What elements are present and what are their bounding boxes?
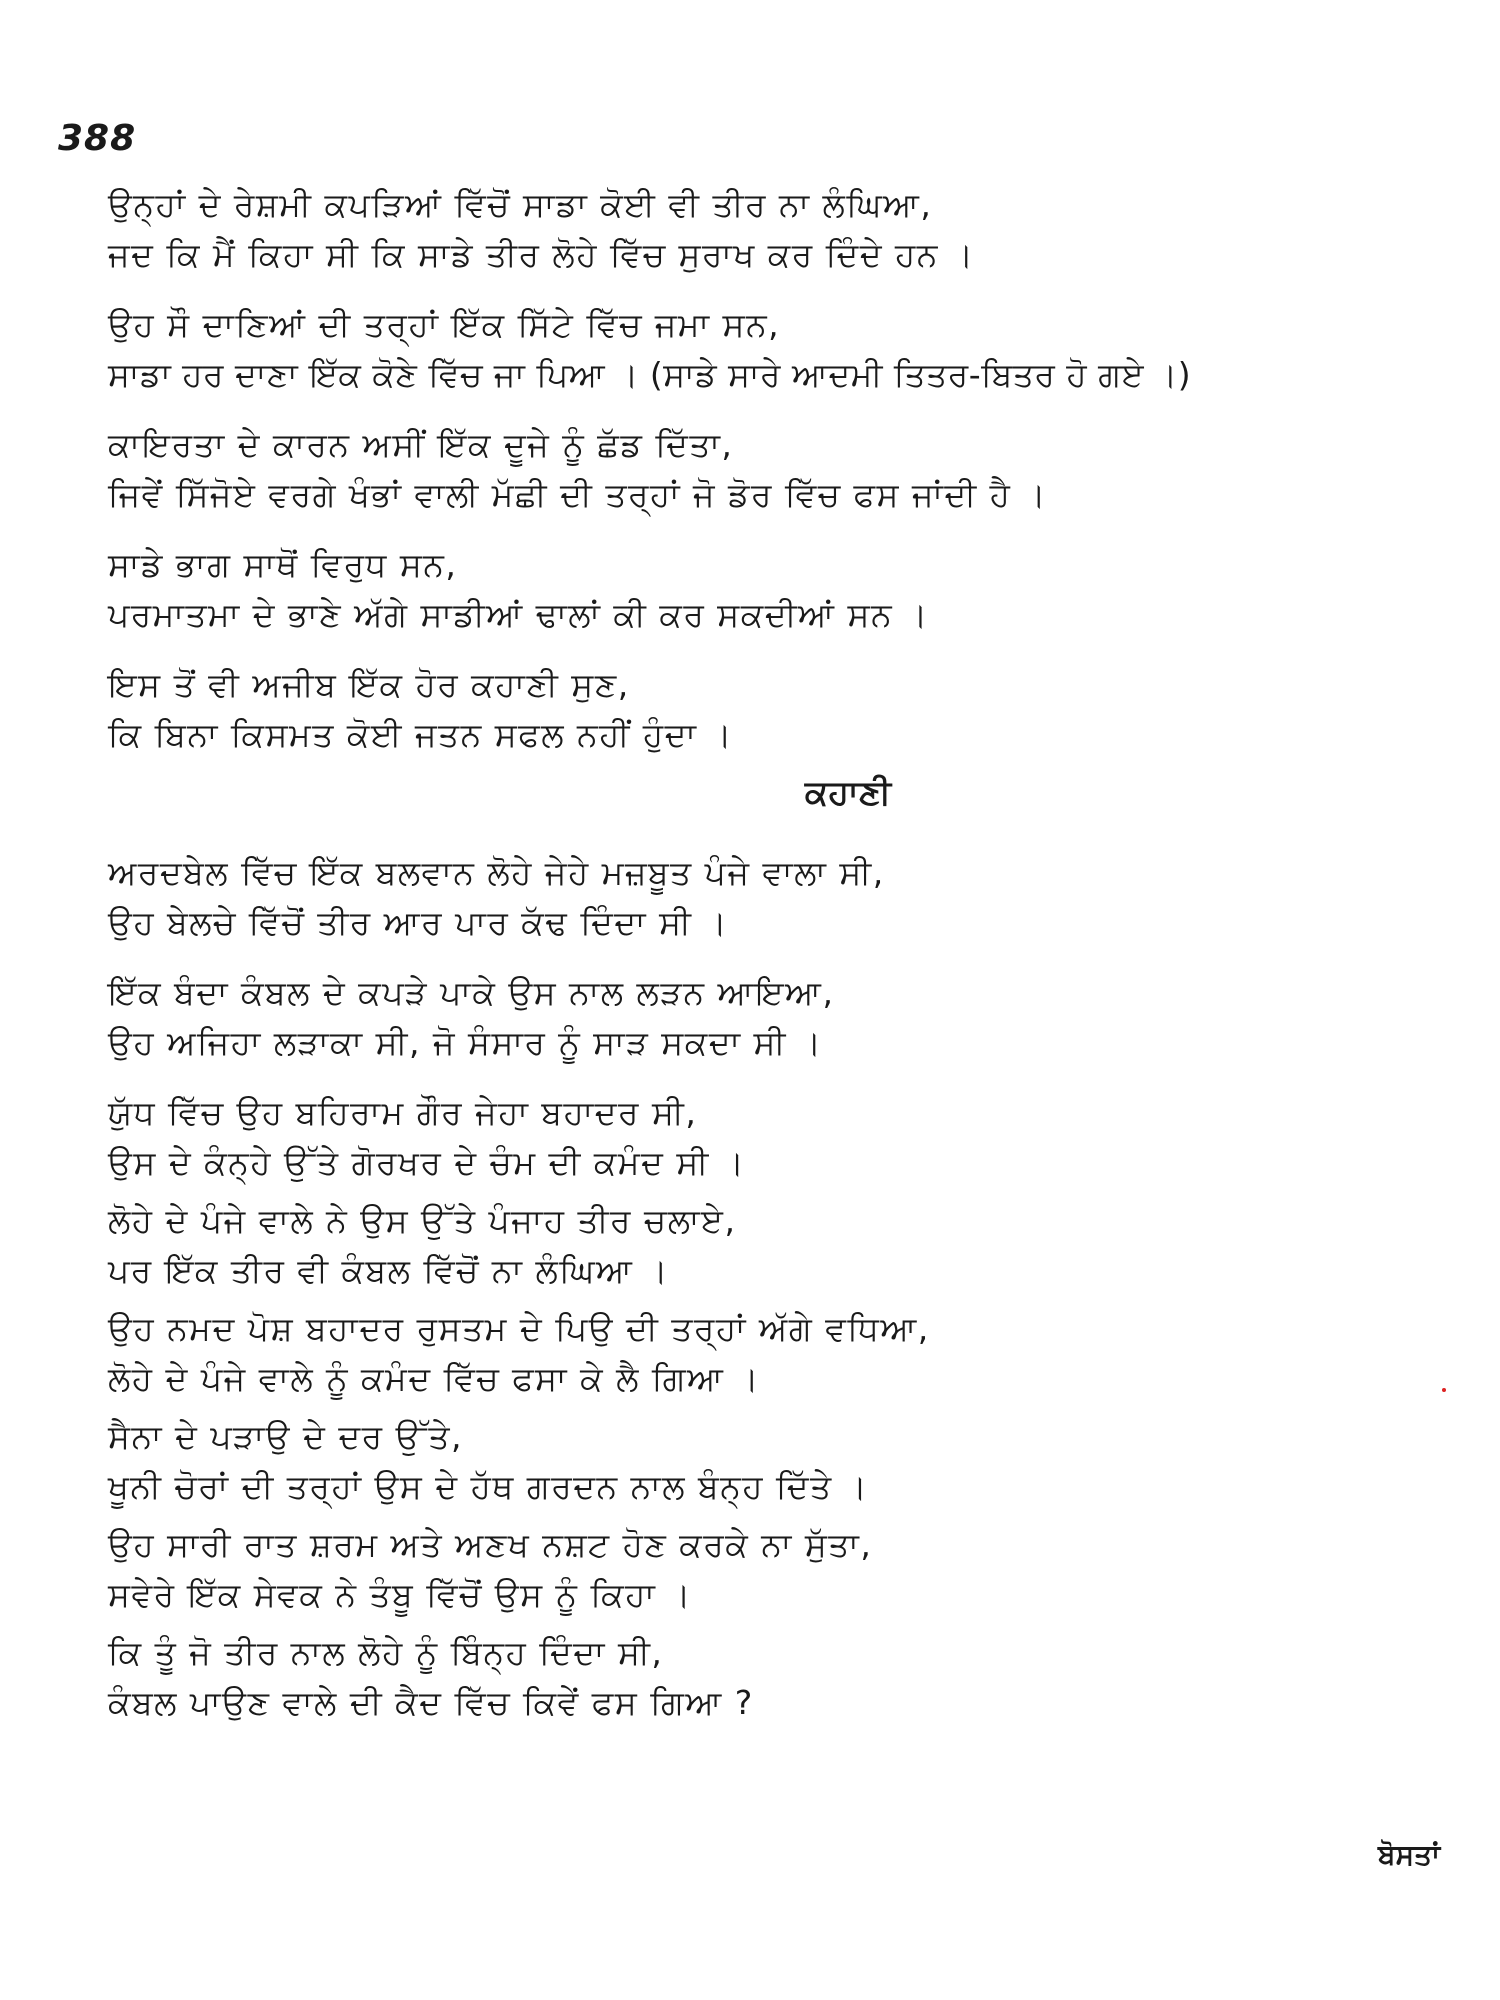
verse-line: ਉਹ ਨਮਦ ਪੋਸ਼ ਬਹਾਦਰ ਰੁਸਤਮ ਦੇ ਪਿਉ ਦੀ ਤਰ੍ਹਾਂ ਅੱਗੇ ਵਧਿਆ, bbox=[108, 1309, 930, 1348]
stanza bbox=[108, 420, 1468, 520]
stanza bbox=[108, 180, 1468, 280]
verse-line: ਜਿਵੇਂ ਸਿੱਜੋਏ ਵਰਗੇ ਖੰਭਾਂ ਵਾਲੀ ਮੱਛੀ ਦੀ ਤਰ੍ਹਾਂ ਜੋ ਡੋਰ ਵਿੱਚ ਫਸ ਜਾਂਦੀ ਹੈ । bbox=[108, 475, 1048, 514]
stanza bbox=[108, 1412, 1468, 1512]
verse-line: ਅਰਦਬੇਲ ਵਿੱਚ ਇੱਕ ਬਲਵਾਨ ਲੋਹੇ ਜੇਹੇ ਮਜ਼ਬੂਤ ਪੰਜੇ ਵਾਲਾ ਸੀ, bbox=[108, 853, 885, 892]
verse-line: ਸਾਡਾ ਹਰ ਦਾਣਾ ਇੱਕ ਕੋਣੇ ਵਿੱਚ ਜਾ ਪਿਆ । (ਸਾਡੇ ਸਾਰੇ ਆਦਮੀ ਤਿਤਰ-ਬਿਤਰ ਹੋ ਗਏ ।) bbox=[108, 355, 1192, 394]
verse-line: ਯੁੱਧ ਵਿੱਚ ਉਹ ਬਹਿਰਾਮ ਗੌਰ ਜੇਹਾ ਬਹਾਦਰ ਸੀ, bbox=[108, 1093, 698, 1132]
verse-line: ਕਾਇਰਤਾ ਦੇ ਕਾਰਨ ਅਸੀਂ ਇੱਕ ਦੂਜੇ ਨੂੰ ਛੱਡ ਦਿੱਤਾ, bbox=[108, 425, 734, 464]
verse-line: ਸੈਨਾ ਦੇ ਪੜਾਉ ਦੇ ਦਰ ਉੱਤੇ, bbox=[108, 1417, 464, 1456]
ink-speck bbox=[1442, 1388, 1446, 1392]
verse-line: ਉਹ ਅਜਿਹਾ ਲੜਾਕਾ ਸੀ, ਜੋ ਸੰਸਾਰ ਨੂੰ ਸਾੜ ਸਕਦਾ ਸੀ । bbox=[108, 1023, 823, 1062]
verse-line: ਇਸ ਤੋਂ ਵੀ ਅਜੀਬ ਇੱਕ ਹੋਰ ਕਹਾਣੀ ਸੁਣ, bbox=[108, 665, 630, 704]
verse-line: ਸਾਡੇ ਭਾਗ ਸਾਥੋਂ ਵਿਰੁਧ ਸਨ, bbox=[108, 545, 458, 584]
stanza bbox=[108, 300, 1468, 400]
verse-line: ਪਰਮਾਤਮਾ ਦੇ ਭਾਣੇ ਅੱਗੇ ਸਾਡੀਆਂ ਢਾਲਾਂ ਕੀ ਕਰ ਸਕਦੀਆਂ ਸਨ । bbox=[108, 595, 929, 634]
stanza bbox=[108, 1628, 1468, 1728]
verse-line: ਜਦ ਕਿ ਮੈਂ ਕਿਹਾ ਸੀ ਕਿ ਸਾਡੇ ਤੀਰ ਲੋਹੇ ਵਿੱਚ ਸੁਰਾਖ ਕਰ ਦਿੰਦੇ ਹਨ । bbox=[108, 235, 975, 274]
verse-line: ਪਰ ਇੱਕ ਤੀਰ ਵੀ ਕੰਬਲ ਵਿੱਚੋਂ ਨਾ ਲੰਘਿਆ । bbox=[108, 1251, 670, 1290]
verse-line: ਸਵੇਰੇ ਇੱਕ ਸੇਵਕ ਨੇ ਤੰਬੂ ਵਿੱਚੋਂ ਉਸ ਨੂੰ ਕਿਹਾ । bbox=[108, 1575, 693, 1614]
stanza bbox=[108, 848, 1468, 948]
verse-line: ਇੱਕ ਬੰਦਾ ਕੰਬਲ ਦੇ ਕਪੜੇ ਪਾਕੇ ਉਸ ਨਾਲ ਲੜਨ ਆਇਆ, bbox=[108, 973, 835, 1012]
stanza bbox=[108, 660, 1468, 760]
stanza bbox=[108, 1304, 1468, 1404]
verse-line: ਉਸ ਦੇ ਕੰਨ੍ਹੇ ਉੱਤੇ ਗੋਰਖਰ ਦੇ ਚੰਮ ਦੀ ਕਮੰਦ ਸੀ । bbox=[108, 1143, 746, 1182]
section-heading: ਕਹਾਣੀ bbox=[804, 773, 892, 813]
verse-line: ਕੰਬਲ ਪਾਉਣ ਵਾਲੇ ਦੀ ਕੈਦ ਵਿੱਚ ਕਿਵੇਂ ਫਸ ਗਿਆ ? bbox=[108, 1683, 754, 1722]
stanza bbox=[108, 540, 1468, 640]
stanza bbox=[108, 1520, 1468, 1620]
page-number: 388 bbox=[58, 118, 137, 159]
verse-line: ਉਹ ਸੌ ਦਾਣਿਆਂ ਦੀ ਤਰ੍ਹਾਂ ਇੱਕ ਸਿੱਟੇ ਵਿੱਚ ਜਮਾ ਸਨ, bbox=[108, 305, 781, 344]
verse-line: ਕਿ ਤੂੰ ਜੋ ਤੀਰ ਨਾਲ ਲੋਹੇ ਨੂੰ ਬਿੰਨ੍ਹ ਦਿੰਦਾ ਸੀ, bbox=[108, 1633, 664, 1672]
stanza bbox=[108, 968, 1468, 1068]
verse-line: ਲੋਹੇ ਦੇ ਪੰਜੇ ਵਾਲੇ ਨੇ ਉਸ ਉੱਤੇ ਪੰਜਾਹ ਤੀਰ ਚਲਾਏ, bbox=[108, 1201, 737, 1240]
verse-line: ਉਹ ਬੇਲਚੇ ਵਿੱਚੋਂ ਤੀਰ ਆਰ ਪਾਰ ਕੱਢ ਦਿੰਦਾ ਸੀ । bbox=[108, 903, 729, 942]
verse-line: ਲੋਹੇ ਦੇ ਪੰਜੇ ਵਾਲੇ ਨੂੰ ਕਮੰਦ ਵਿੱਚ ਫਸਾ ਕੇ ਲੈ ਗਿਆ । bbox=[108, 1359, 761, 1398]
verse-line: ਕਿ ਬਿਨਾ ਕਿਸਮਤ ਕੋਈ ਜਤਨ ਸਫਲ ਨਹੀਂ ਹੁੰਦਾ । bbox=[108, 715, 734, 754]
verse-line: ਉਨ੍ਹਾਂ ਦੇ ਰੇਸ਼ਮੀ ਕਪੜਿਆਂ ਵਿੱਚੋਂ ਸਾਡਾ ਕੋਈ ਵੀ ਤੀਰ ਨਾ ਲੰਘਿਆ, bbox=[108, 185, 933, 224]
stanza bbox=[108, 1088, 1468, 1188]
footer-source-word: ਬੋਸਤਾਂ bbox=[1378, 1838, 1440, 1871]
verse-line: ਉਹ ਸਾਰੀ ਰਾਤ ਸ਼ਰਮ ਅਤੇ ਅਣਖ ਨਸ਼ਟ ਹੋਣ ਕਰਕੇ ਨਾ ਸੁੱਤਾ, bbox=[108, 1525, 873, 1564]
poem-body bbox=[108, 180, 1468, 1728]
stanza bbox=[108, 1196, 1468, 1296]
verse-line: ਖੂਨੀ ਚੋਰਾਂ ਦੀ ਤਰ੍ਹਾਂ ਉਸ ਦੇ ਹੱਥ ਗਰਦਨ ਨਾਲ ਬੰਨ੍ਹ ਦਿੱਤੇ । bbox=[108, 1467, 869, 1506]
